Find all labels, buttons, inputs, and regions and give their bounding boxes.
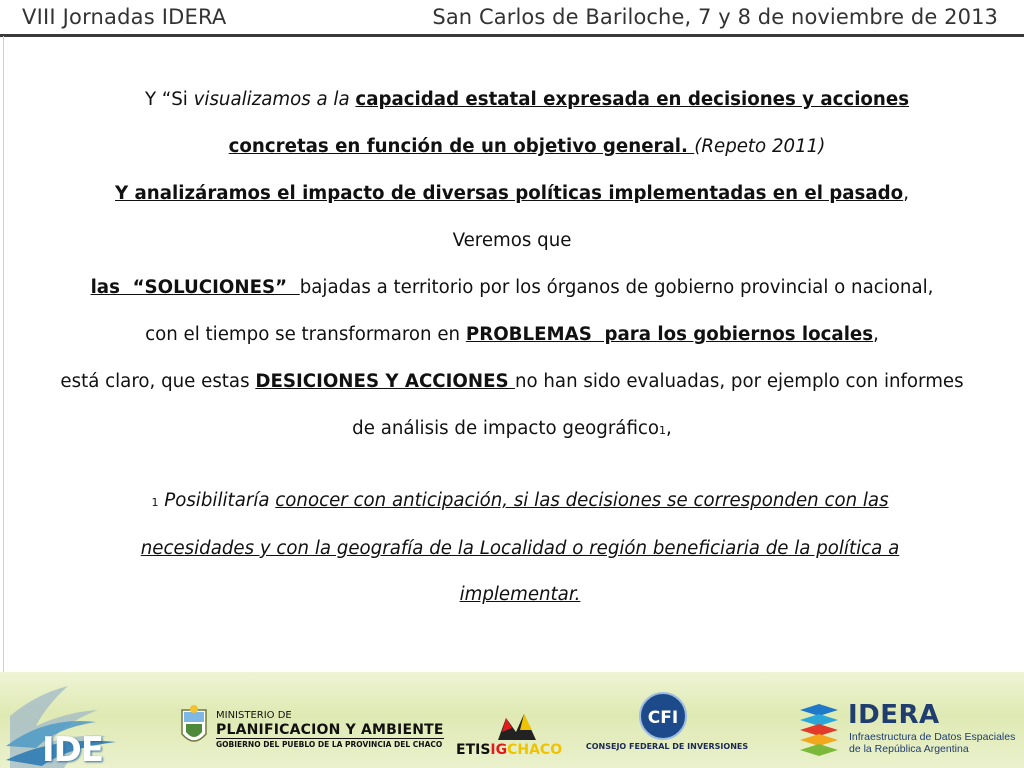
quote-underlined: capacidad estatal expresada en decisiones y acciones concretas en función de un objetivo general.	[228, 89, 910, 157]
etis-part3: CHACO	[507, 742, 563, 758]
paragraph-impacto	[60, 170, 964, 217]
event-title: VIII Jornadas IDERA	[22, 5, 227, 29]
left-border-line	[3, 36, 4, 676]
idera-subtitle	[849, 731, 1015, 755]
event-place-date: San Carlos de Bariloche, 7 y 8 de noviembre de 2013	[432, 5, 998, 29]
footnote-underlined: conocer con anticipación, si las decisiones se corresponden con las necesidades y con la geografía de la Localidad o región beneficiaria de la política a implementar.	[140, 490, 900, 605]
decisiones-tail: ,	[666, 418, 672, 439]
idera-name: IDERA	[848, 700, 940, 730]
ministerio-line3: GOBIERNO DEL PUEBLO DE LA PROVINCIA DEL CHACO	[216, 740, 443, 749]
cfi-circle-icon	[639, 692, 687, 740]
slide-body	[60, 76, 964, 618]
problemas-tail: ,	[873, 324, 879, 345]
decisiones-underlined: DESICIONES Y ACCIONES	[255, 371, 515, 392]
provincial-shield-icon	[180, 704, 208, 750]
soluciones-underlined: las “SOLUCIONES”	[90, 277, 300, 298]
idera-layers-icon	[796, 702, 842, 756]
paragraph-problemas	[60, 311, 964, 358]
etisig-icon	[492, 712, 542, 742]
cfi-subtitle: CONSEJO FEDERAL DE INVERSIONES	[585, 742, 749, 751]
ide-logo-text: IDE	[42, 730, 104, 768]
idera-sub-line1: Infraestructura de Datos Espaciales	[849, 731, 1016, 743]
etisig-text	[456, 742, 562, 758]
impacto-underlined: Y analizáramos el impacto de diversas políticas implementadas en el pasado	[115, 183, 904, 204]
citation: (Repeto 2011)	[694, 136, 826, 157]
footnote-italic: Posibilitaría	[164, 490, 276, 511]
paragraph-capacidad-estatal	[60, 76, 964, 170]
etis-part1: ETIS	[456, 742, 491, 758]
cfi-name: CFI	[647, 708, 679, 728]
decisiones-mid: no han sido evaluadas, por ejemplo con informes de análisis de impacto geográfico	[352, 371, 964, 439]
problemas-underlined: PROBLEMAS para los gobiernos locales	[465, 324, 874, 345]
quote-lead: Y “Si	[144, 89, 194, 110]
header-divider	[0, 34, 1024, 37]
footnote-reference: 1	[659, 424, 667, 437]
paragraph-decisiones	[60, 358, 964, 454]
etis-part2: IG	[490, 742, 508, 758]
ministerio-line1: MINISTERIO DE	[216, 710, 292, 721]
footnote-mark: 1	[151, 496, 159, 509]
impacto-tail: ,	[903, 183, 909, 204]
paragraph-veremos: Veremos que	[452, 230, 572, 251]
problemas-lead: con el tiempo se transformaron en	[145, 324, 466, 345]
paragraph-soluciones	[60, 264, 964, 311]
footnote	[60, 478, 964, 618]
ministerio-text	[216, 710, 444, 750]
idera-logo	[796, 700, 1016, 760]
slide-header	[0, 0, 1024, 38]
etisig-chaco-logo	[452, 712, 582, 768]
quote-italic: visualizamos a la	[193, 89, 356, 110]
cfi-logo	[584, 690, 750, 760]
soluciones-tail: bajadas a territorio por los órganos de gobierno provincial o nacional,	[299, 277, 934, 298]
decisiones-lead: está claro, que estas	[60, 371, 256, 392]
ministerio-line2: PLANIFICACION Y AMBIENTE	[216, 722, 444, 738]
idera-sub-line2: de la República Argentina	[849, 743, 969, 755]
